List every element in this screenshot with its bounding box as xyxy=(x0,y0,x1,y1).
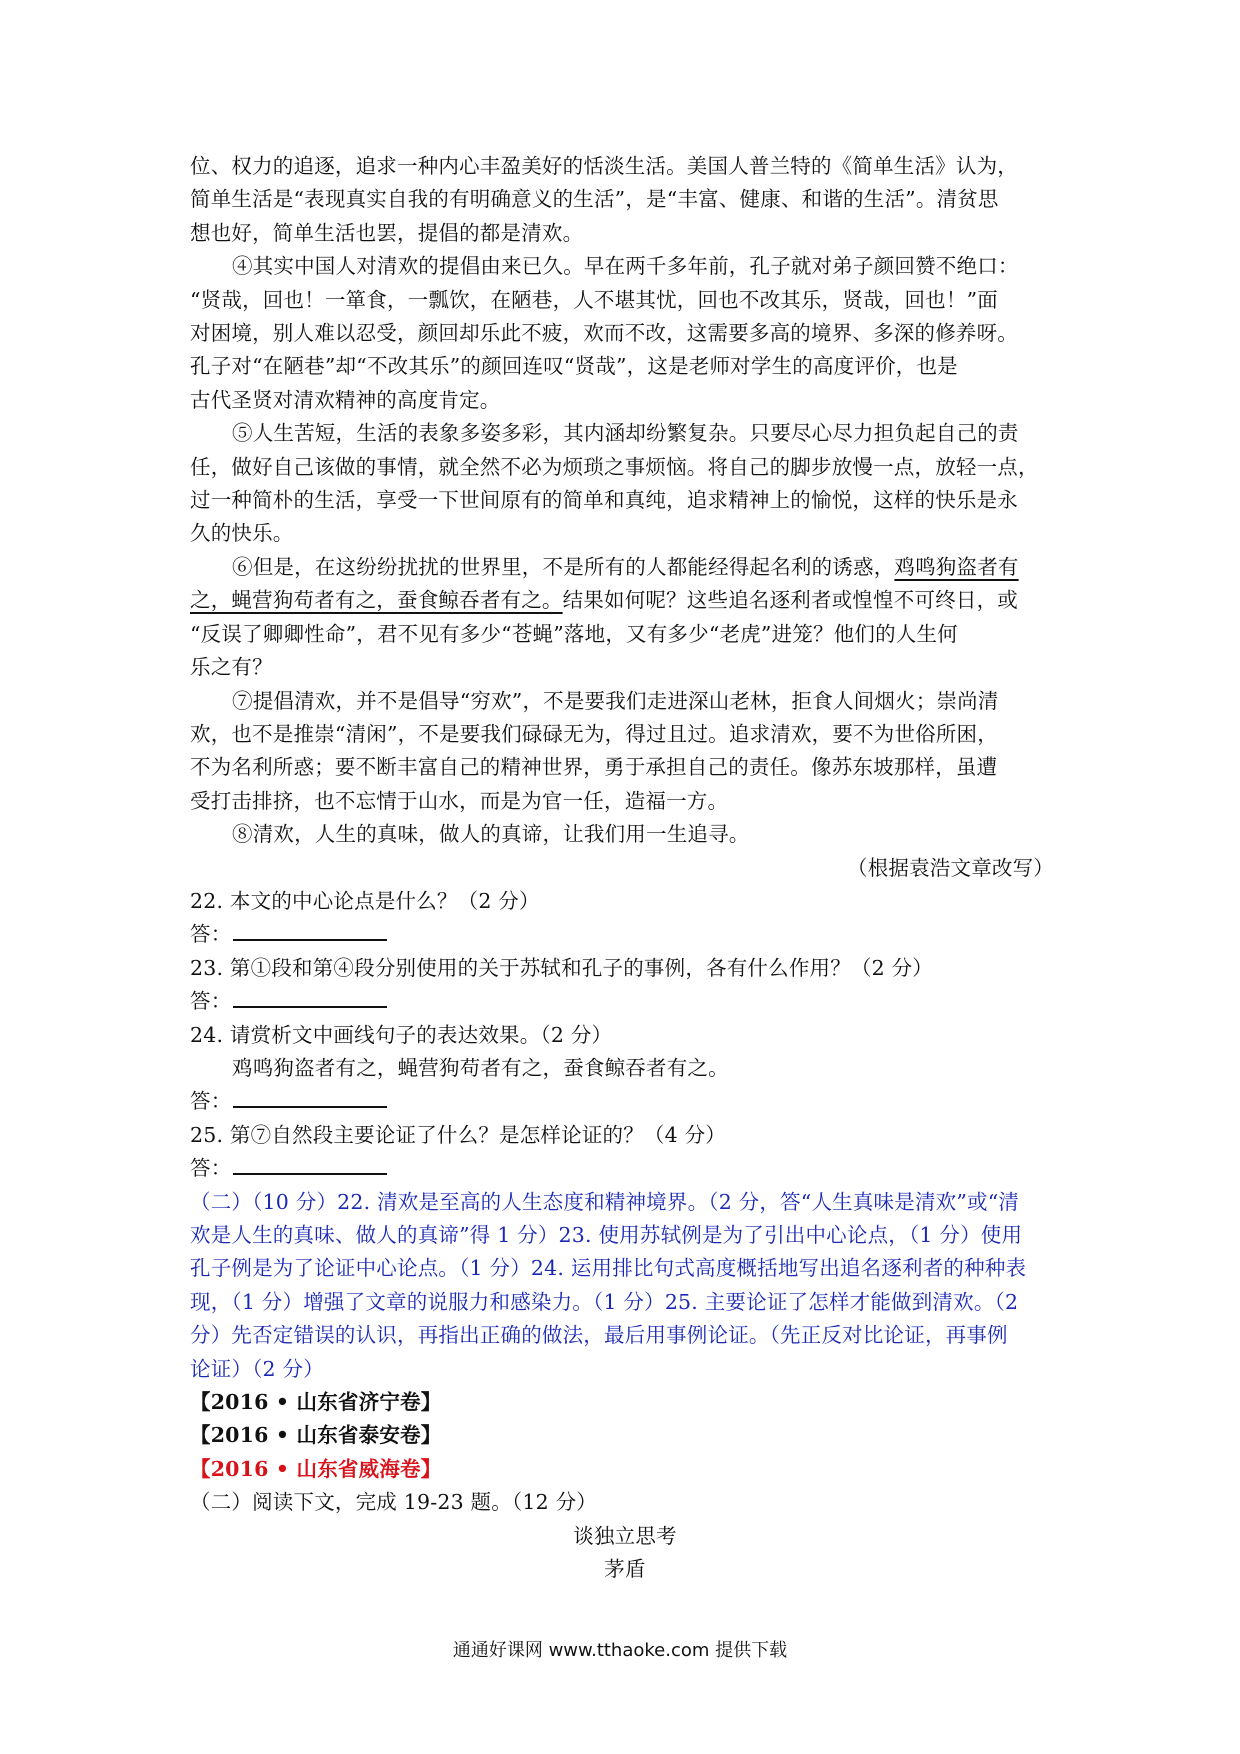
answer-label: 答： xyxy=(190,989,232,1014)
text-line: 任，做好自己该做的事情，就全然不必为烦琐之事烦恼。将自己的脚步放慢一点，放轻一点， xyxy=(190,454,1039,479)
text-line: ⑧清欢，人生的真味，做人的真谛，让我们用一生追寻。 xyxy=(232,822,750,847)
underlined-sentence: 之，蝇营狗苟者有之，蚕食鲸吞者有之。 xyxy=(190,588,563,613)
answer-key-line: 论证）（2 分） xyxy=(190,1356,324,1381)
answer-key-line: （二）（10 分）22. 清欢是至高的人生态度和精神境界。（2 分，答“人生真味是清欢”或“清 xyxy=(190,1189,1020,1214)
text-line: “反误了卿卿性命”，君不见有多少“苍蝇”落地，又有多少“老虎”进笼？他们的人生何 xyxy=(190,621,958,646)
answer-row xyxy=(190,1152,1060,1185)
text-line: 想也好，简单生活也罢，提倡的都是清欢。 xyxy=(190,220,584,245)
essay-title: 谈独立思考 xyxy=(573,1523,677,1548)
text-line: ⑤人生苦短，生活的表象多姿多彩，其内涵却纷繁复杂。只要尽心尽力担负起自己的责 xyxy=(232,421,1019,446)
text-line: 久的快乐。 xyxy=(190,521,294,546)
underlined-sentence: 鸡鸣狗盗者有 xyxy=(894,554,1019,579)
answer-blank[interactable] xyxy=(233,988,387,1008)
text-line xyxy=(190,551,1060,584)
answer-label: 答： xyxy=(190,1156,232,1181)
answer-row xyxy=(190,918,1060,951)
page-footer: 通通好课网 www.tthaoke.com 提供下载 xyxy=(452,1640,788,1661)
answer-blank[interactable] xyxy=(233,1155,387,1175)
text-line xyxy=(190,584,1060,617)
answer-blank[interactable] xyxy=(233,1088,387,1108)
text-line: 乐之有？ xyxy=(190,655,273,680)
text-line: “贤哉，回也！一箪食，一瓢饮，在陋巷，人不堪其忧，回也不改其乐，贤哉，回也！”面 xyxy=(190,287,998,312)
text-line: 对困境，别人难以忍受，颜回却乐此不疲，欢而不改，这需要多高的境界、多深的修养呀。 xyxy=(190,321,1018,346)
plain-text: 结果如何呢？这些追名逐利者或惶惶不可终日，或 xyxy=(562,588,1019,613)
text-line: 过一种简朴的生活，享受一下世间原有的简单和真纯，追求精神上的愉悦，这样的快乐是永 xyxy=(190,488,1018,513)
answer-label: 答： xyxy=(190,922,232,947)
question-24: 24. 请赏析文中画线句子的表达效果。（2 分） xyxy=(190,1022,613,1047)
text-line: ④其实中国人对清欢的提倡由来已久。早在两千多年前，孔子就对弟子颜回赞不绝口： xyxy=(232,254,1019,279)
source-note: （根据袁浩文章改写） xyxy=(847,855,1054,880)
exam-heading-weihai: 【2016 • 山东省威海卷】 xyxy=(190,1456,442,1481)
section-instruction: （二）阅读下文，完成 19-23 题。（12 分） xyxy=(190,1490,597,1515)
text-line: ⑦提倡清欢，并不是倡导“穷欢”，不是要我们走进深山老林，拒食人间烟火；崇尚清 xyxy=(232,688,999,713)
text-line: 欢，也不是推崇“清闲”，不是要我们碌碌无为，得过且过。追求清欢，要不为世俗所困， xyxy=(190,721,998,746)
question-24-quote: 鸡鸣狗盗者有之，蝇营狗苟者有之，蚕食鲸吞者有之。 xyxy=(232,1055,729,1080)
text-line: 受打击排挤，也不忘情于山水，而是为官一任，造福一方。 xyxy=(190,788,729,813)
text-line: 位、权力的追逐，追求一种内心丰盈美好的恬淡生活。美国人普兰特的《简单生活》认为， xyxy=(190,154,1018,178)
text-line: 简单生活是“表现真实自我的有明确意义的生活”，是“丰富、健康、和谐的生活”。清贫思 xyxy=(190,187,999,212)
question-23: 23. 第①段和第④段分别使用的关于苏轼和孔子的事例，各有什么作用？（2 分） xyxy=(190,955,933,980)
answer-label: 答： xyxy=(190,1089,232,1114)
plain-text: ⑥但是，在这纷纷扰扰的世界里，不是所有的人都能经得起名利的诱惑， xyxy=(232,554,895,579)
question-25: 25. 第⑦自然段主要论证了什么？是怎样论证的？（4 分） xyxy=(190,1122,726,1147)
text-line: 不为名利所惑；要不断丰富自己的精神世界，勇于承担自己的责任。像苏东坡那样，虽遭 xyxy=(190,755,998,780)
answer-blank[interactable] xyxy=(233,921,387,941)
answer-key-line: 欢是人生的真味、做人的真谛”得 1 分）23. 使用苏轼例是为了引出中心论点，（1 分）使用 xyxy=(190,1223,1023,1247)
answer-key-line: 孔子例是为了论证中心论点。（1 分）24. 运用排比句式高度概括地写出追名逐利者的种种表 xyxy=(190,1256,1027,1281)
answer-row xyxy=(190,1085,1060,1118)
document-page xyxy=(190,150,1060,1586)
exam-heading-taian: 【2016 • 山东省泰安卷】 xyxy=(190,1423,442,1448)
answer-row xyxy=(190,985,1060,1018)
exam-heading-jining: 【2016 • 山东省济宁卷】 xyxy=(190,1390,442,1415)
text-line: 古代圣贤对清欢精神的高度肯定。 xyxy=(190,387,501,412)
question-22: 22. 本文的中心论点是什么？（2 分） xyxy=(190,888,540,913)
text-line: 孔子对“在陋巷”却“不改其乐”的颜回连叹“贤哉”，这是老师对学生的高度评价，也是 xyxy=(190,354,958,379)
essay-author: 茅盾 xyxy=(604,1557,646,1582)
answer-key-line: 现，（1 分）增强了文章的说服力和感染力。（1 分）25. 主要论证了怎样才能做到清欢。（2 xyxy=(190,1289,1019,1314)
answer-key-line: 分）先否定错误的认识，再指出正确的做法，最后用事例论证。（先正反对比论证，再事例 xyxy=(190,1323,1008,1348)
